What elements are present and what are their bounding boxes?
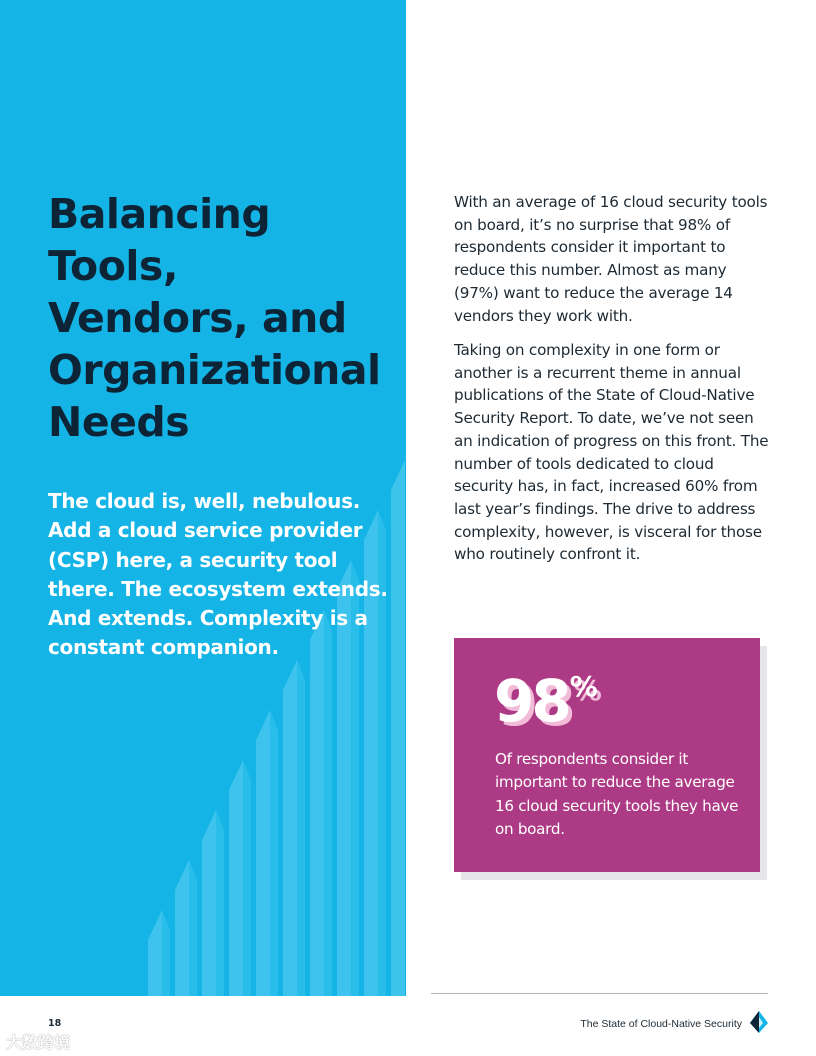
stat-number <box>494 666 598 736</box>
footer-divider <box>431 993 768 994</box>
body-paragraph-1: With an average of 16 cloud security tools on board, it’s no surprise that 98% of respondents consider it important to reduce this number. Almost as many (97%) want to reduce the average 14 vendors they work with. <box>454 193 768 325</box>
page-number: 18 <box>48 1018 62 1029</box>
left-panel <box>0 0 406 996</box>
stat-callout <box>454 638 760 872</box>
stat-description: Of respondents consider it important to reduce the average 16 cloud security tools they have on board. <box>495 750 739 838</box>
prisma-logo-icon <box>750 1011 768 1033</box>
section-title: Balancing Tools, Vendors, and Organizational Needs <box>48 190 381 446</box>
section-subtitle: The cloud is, well, nebulous. Add a cloud service provider (CSP) here, a security tool there. The ecosystem extends. And extends. Complexity is a constant companion. <box>48 489 388 660</box>
watermark: 大数跨境 <box>6 1033 71 1052</box>
stat-unit: % <box>569 670 598 703</box>
body-paragraph-2: Taking on complexity in one form or another is a recurrent theme in annual publications of the State of Cloud-Native Security Report. To date, we’ve not seen an indication of progress on this front. The number of tools dedicated to cloud security has, in fact, increased 60% from last year’s findings. The drive to address complexity, however, is visceral for those who routinely confront it. <box>454 341 769 564</box>
stat-value: 98 <box>494 667 569 735</box>
footer-report-title: The State of Cloud-Native Security <box>580 1018 742 1030</box>
